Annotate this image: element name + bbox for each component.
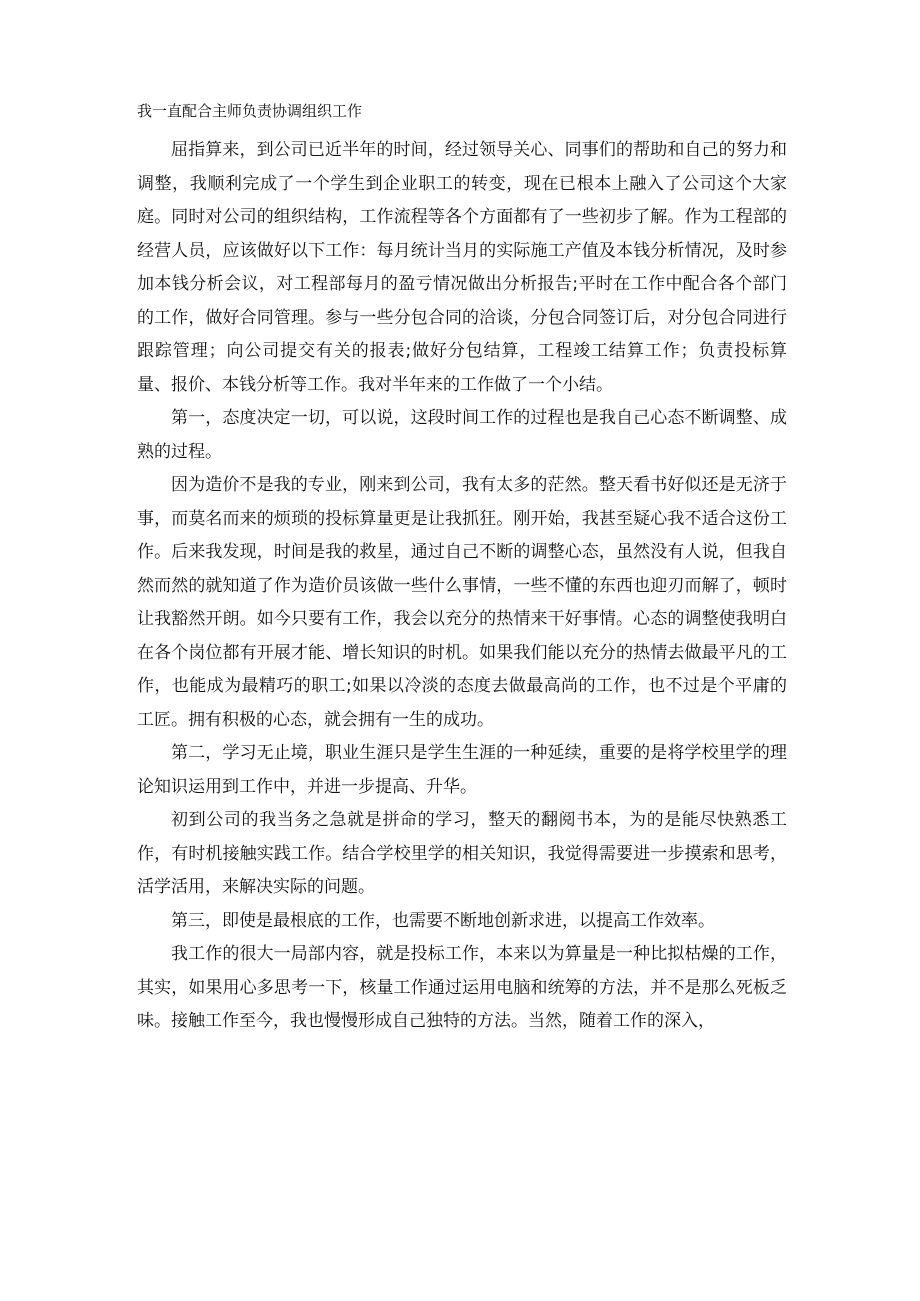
paragraph-point-one: 第一，态度决定一切，可以说，这段时间工作的过程也是我自己心态不断调整、成熟的过程。 xyxy=(137,408,787,462)
paragraph-point-three: 第三，即使是最根底的工作，也需要不断地创新求进，以提高工作效率。 xyxy=(171,910,715,931)
paragraph-intro: 屈指算来，到公司已近半年的时间，经过领导关心、同事们的帮助和自己的努力和调整，我顺利完成了一个学生到企业职工的转变，现在已根本上融入了公司这个大家庭。同时对公司的组织结构，工作流程等各个方面都有了一些初步了解。作为工程部的经营人员，应该做好以下工作：每月统计当月的实际施工产值及本钱分析情况，及时参加本钱分析会议，对工程部每月的盈亏情况做出分析报告;平时在工作中配合各个部门的工作，做好合同管理。参与一些分包合同的洽谈，分包合同签订后，对分包合同进行跟踪管理；向公司提交有关的报表;做好分包结算，工程竣工结算工作；负责投标算量、报价、本钱分析等工作。我对半年来的工作做了一个小结。 xyxy=(137,140,787,395)
document-title: 我一直配合主师负责协调组织工作 xyxy=(137,102,363,120)
paragraph-learning-detail: 初到公司的我当务之急就是拼命的学习，整天的翻阅书本，为的是能尽快熟悉工作，有时机接触实践工作。结合学校里学的相关知识，我觉得需要进一步摸索和思考，活学活用，来解决实际的问题。 xyxy=(137,810,787,897)
paragraph-point-two: 第二，学习无止境，职业生涯只是学生生涯的一种延续，重要的是将学校里学的理论知识运用到工作中，并进一步提高、升华。 xyxy=(137,743,787,797)
paragraph-bidding-detail: 我工作的很大一局部内容，就是投标工作，本来以为算量是一种比拟枯燥的工作，其实，如果用心多思考一下，核量工作通过运用电脑和统筹的方法，并不是那么死板乏味。接触工作至今，我也慢慢形成自己独特的方法。当然，随着工作的深入， xyxy=(137,944,787,1031)
document-body xyxy=(137,98,787,1039)
paragraph-attitude-detail: 因为造价不是我的专业，刚来到公司，我有太多的茫然。整天看书好似还是无济于事，而莫名而来的烦琐的投标算量更是让我抓狂。刚开始，我甚至疑心我不适合这份工作。后来我发现，时间是我的救星，通过自己不断的调整心态，虽然没有人说，但我自然而然的就知道了作为造价员该做一些什么事情，一些不懂的东西也迎刃而解了，顿时让我豁然开朗。如今只要有工作，我会以充分的热情来干好事情。心态的调整使我明白在各个岗位都有开展才能、增长知识的时机。如果我们能以充分的热情去做最平凡的工作，也能成为最精巧的职工;如果以冷淡的态度去做最高尚的工作，也不过是个平庸的工匠。拥有积极的心态，就会拥有一生的成功。 xyxy=(137,475,787,730)
